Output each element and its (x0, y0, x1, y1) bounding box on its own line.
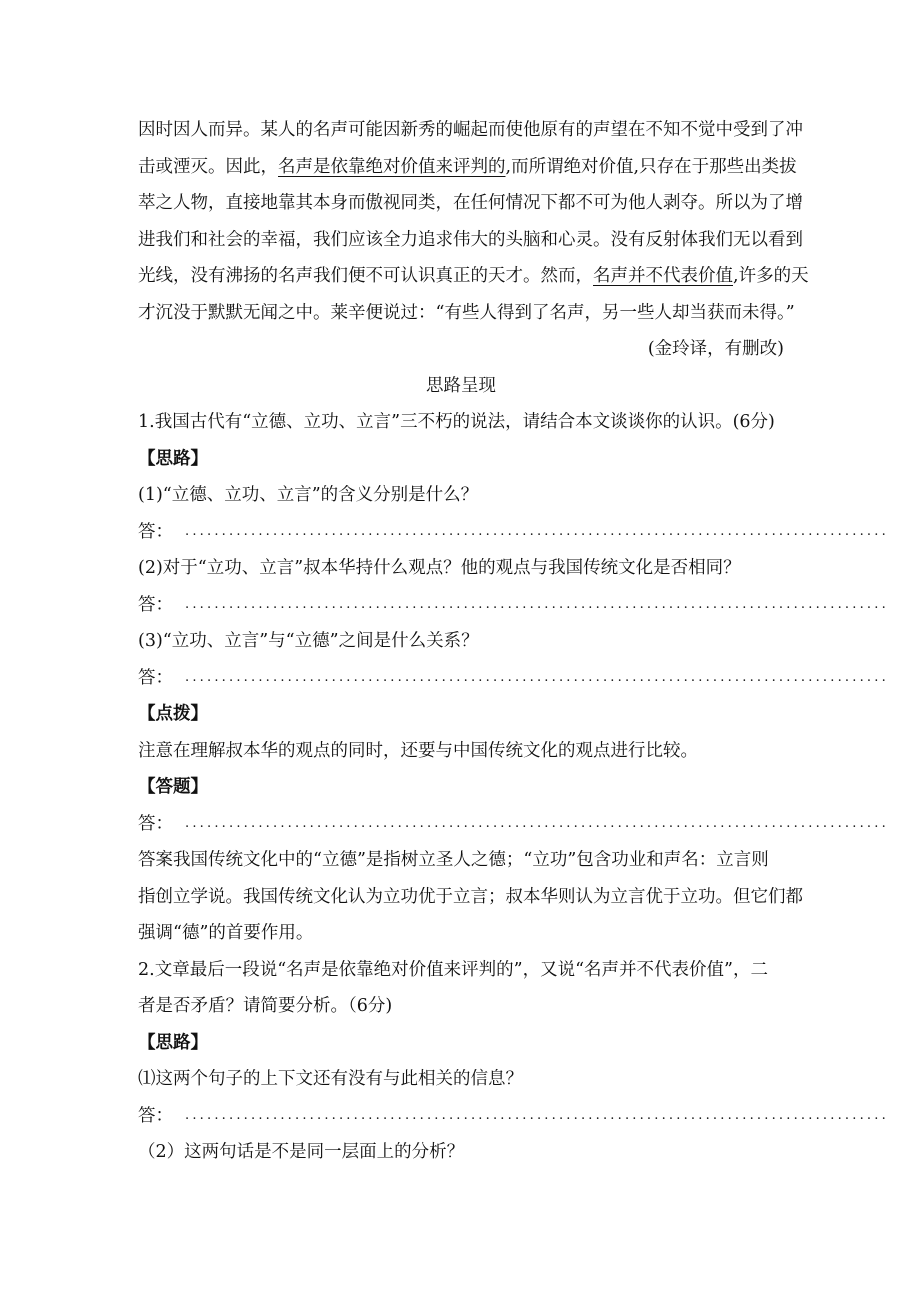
passage-text: 击或湮灭。因此， (138, 156, 278, 177)
passage-line-6 (138, 295, 795, 332)
heading-dati: 【答题】 (138, 777, 208, 797)
passage-line-5 (138, 258, 809, 295)
answer-blank[interactable] (138, 1098, 889, 1135)
passage-source: (金玲译，有删改) (647, 339, 784, 359)
answer-dots: ................................................................................................ (185, 815, 889, 831)
answer-blank[interactable] (138, 587, 889, 624)
answer-blank[interactable] (138, 806, 889, 843)
passage-line-2 (138, 149, 797, 186)
answer-label: 答： (138, 813, 173, 834)
heading-silu-2: 【思路】 (138, 1032, 208, 1053)
answer-dots: ................................................................................................ (185, 669, 889, 685)
question-1: 1.我国古代有“立德、立功、立言”三不朽的说法，请结合本文谈谈你的认识。(6分) (138, 412, 775, 432)
passage-line-4 (138, 222, 803, 259)
answer-dots: ................................................................................................ (185, 596, 889, 612)
q2-sub-question-2: （2）这两句话是不是同一层面上的分析？ (138, 1142, 465, 1162)
passage-line-1 (138, 112, 803, 149)
answer-dots: ................................................................................................ (185, 523, 889, 539)
q2-sub-question-1: ⑴这两个句子的上下文还有没有与此相关的信息？ (138, 1069, 523, 1089)
heading-silu: 【思路】 (138, 448, 208, 469)
answer-text-1: 答案我国传统文化中的“立德”是指树立圣人之德；“立功”包含功业和声名：立言则 (138, 850, 769, 870)
passage-text: ,许多的天 (733, 266, 809, 286)
underlined-quote-2: 名声并不代表价值 (593, 266, 733, 286)
answer-text-3: 强调“德”的首要作用。 (138, 923, 314, 943)
answer-text-2: 指创立学说。我国传统文化认为立功优于立言；叔本华则认为立言优于立功。但它们都 (138, 886, 803, 907)
dianbo-text: 注意在理解叔本华的观点的同时，还要与中国传统文化的观点进行比较。 (138, 740, 698, 761)
sub-question-3: (3)“立功、立言”与“立德”之间是什么关系？ (138, 631, 479, 651)
passage-text: 光线，没有沸扬的名声我们便不可认识真正的天才。然而， (138, 266, 593, 286)
passage-text: ,而所谓绝对价值,只存在于那些出类拔 (505, 156, 797, 177)
passage-text: 才沉没于默默无闻之中。莱辛便说过：“有些人得到了名声，另一些人却当获而未得。” (138, 302, 795, 323)
answer-label: 答： (138, 667, 173, 688)
answer-blank[interactable] (138, 514, 889, 551)
answer-label: 答： (138, 1105, 173, 1126)
passage-text: 萃之人物，直接地靠其本身而傲视同类，在任何情况下都不可为他人剥夺。所以为了增 (138, 193, 803, 213)
passage-text: 因时因人而异。某人的名声可能因新秀的崛起而使他原有的声望在不知不觉中受到了冲 (138, 120, 803, 140)
sub-question-1: (1)“立德、立功、立言”的含义分别是什么？ (138, 485, 479, 505)
answer-label: 答： (138, 521, 173, 542)
section-title: 思路呈现 (426, 375, 496, 396)
sub-question-2: (2)对于“立功、立言”叔本华持什么观点？他的观点与我国传统文化是否相同？ (138, 558, 741, 578)
answer-blank[interactable] (138, 660, 889, 697)
passage-line-3 (138, 185, 803, 222)
underlined-quote-1: 名声是依靠绝对价值来评判的 (278, 156, 506, 177)
question-2-line-2: 者是否矛盾？请简要分析。（6分) (138, 996, 393, 1016)
heading-dianbo: 【点拨】 (138, 704, 208, 724)
question-2-line-1: 2.文章最后一段说“名声是依靠绝对价值来评判的”，又说“名声并不代表价值”，二 (138, 959, 768, 980)
document-page (138, 112, 889, 1171)
answer-dots: ................................................................................................ (185, 1107, 889, 1123)
passage-text: 进我们和社会的幸福，我们应该全力追求伟大的头脑和心灵。没有反射体我们无以看到 (138, 229, 803, 250)
answer-label: 答： (138, 594, 173, 615)
